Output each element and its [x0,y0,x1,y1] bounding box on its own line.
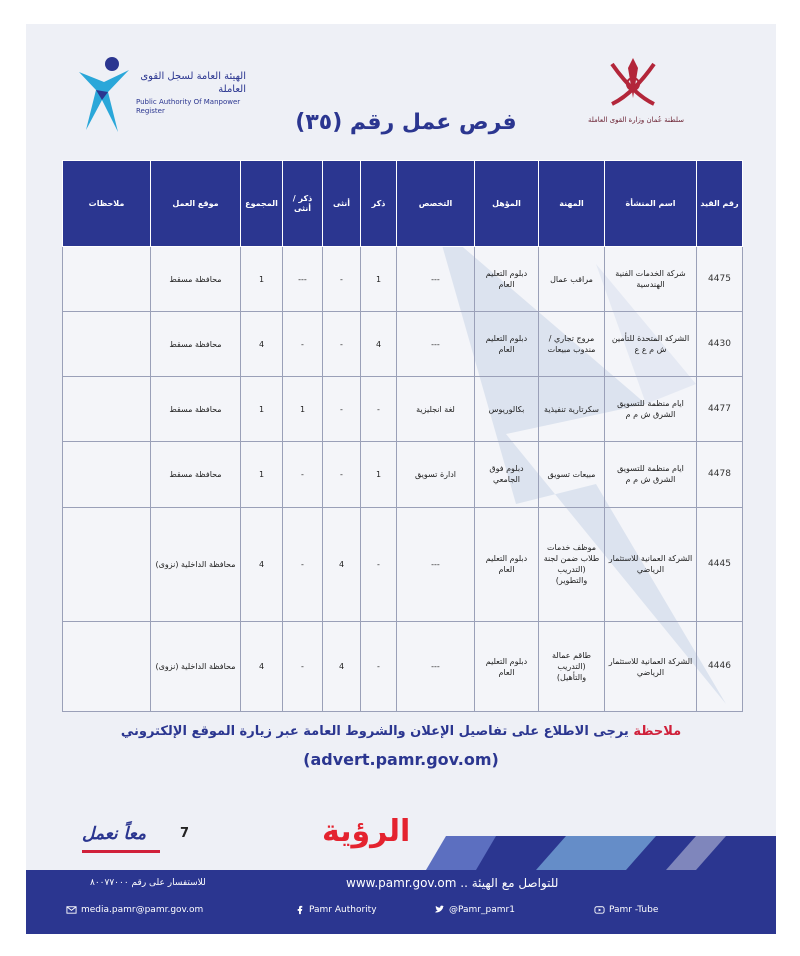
either-count: - [283,507,323,622]
total-count: 1 [241,377,283,442]
profession: مراقب عمال [539,247,605,312]
profession: طاقم عمالة (التدريب والتأهيل) [539,622,605,712]
notes [63,622,151,712]
work-location: محافظة الداخلية (نزوى) [151,507,241,622]
youtube-icon [594,904,605,915]
qualification: بكالوريوس [475,377,539,442]
either-count: - [283,442,323,507]
maan-logo: معاً نعمل [82,824,147,844]
contact-website[interactable]: للتواصل مع الهيئة .. www.pamr.gov.om [346,876,559,890]
work-location: محافظة مسقط [151,312,241,377]
footer-youtube[interactable] [594,904,658,915]
footer-twitter[interactable] [434,904,515,915]
header-cell: المهنة [539,161,605,247]
header-cell: ملاحظات [63,161,151,247]
header-cell: المجموع [241,161,283,247]
male-count: - [361,377,397,442]
table-row [63,377,743,442]
header-cell: موقع العمل [151,161,241,247]
company-name: ايام منظمة للتسويق الشرق ش م م [605,442,697,507]
advert-url-link[interactable]: (advert.pamr.gov.om) [303,750,499,769]
total-count: 1 [241,247,283,312]
total-count: 4 [241,622,283,712]
pamr-logo-icon [74,52,134,142]
either-count: --- [283,247,323,312]
ministry-name: سلطنة عُمان وزارة القوى العاملة [587,116,685,124]
specialization: --- [397,622,475,712]
footer-facebook[interactable] [294,904,377,915]
job-id: 4475 [697,247,743,312]
notes [63,507,151,622]
qualification: دبلوم فوق الجامعي [475,442,539,507]
table-row [63,442,743,507]
header-cell: التخصص [397,161,475,247]
header-cell: ذكر [361,161,397,247]
note-text: يرجى الاطلاع على تفاصيل الإعلان والشروط العامة عبر زيارة الموقع الإلكتروني [120,724,629,739]
header-cell: رقم القيد [697,161,743,247]
decorative-stripe [426,836,776,870]
female-count: - [323,442,361,507]
notes [63,377,151,442]
maan-underline [82,850,160,853]
facebook-icon [294,904,305,915]
job-advert-poster [26,24,776,934]
notes [63,247,151,312]
notes [63,312,151,377]
job-id: 4478 [697,442,743,507]
work-location: محافظة مسقط [151,247,241,312]
male-count: - [361,622,397,712]
table-row [63,622,743,712]
work-location: محافظة الداخلية (نزوى) [151,622,241,712]
profession: موظف خدمات طلاب ضمن لجنة (التدريب والتطوير) [539,507,605,622]
work-location: محافظة مسقط [151,377,241,442]
header-cell: أنثى [323,161,361,247]
female-count: - [323,247,361,312]
footer-email-text: media.pamr@pamr.gov.om [81,904,204,915]
footer-twitter-text: @Pamr_pamr1 [449,904,515,915]
footer-youtube-text: Pamr -Tube [609,904,659,915]
table-row [63,507,743,622]
footer-facebook-text: Pamr Authority [309,904,377,915]
twitter-icon [434,904,445,915]
qualification: دبلوم التعليم العام [475,507,539,622]
specialization: لغة انجليزية [397,377,475,442]
qualification: دبلوم التعليم العام [475,247,539,312]
table-header-row [63,161,743,247]
profession: مبيعات تسويق [539,442,605,507]
total-count: 4 [241,312,283,377]
note-line [66,724,736,739]
jobs-table [62,160,743,712]
oman-emblem-icon [606,54,660,110]
company-name: الشركة العمانية للاستثمار الرياضي [605,622,697,712]
specialization: ادارة تسويق [397,442,475,507]
job-id: 4446 [697,622,743,712]
pamr-name-english: Public Authority Of Manpower Register [136,98,241,115]
company-name: الشركة المتحدة للتأمين ش م ع ع [605,312,697,377]
qualification: دبلوم التعليم العام [475,622,539,712]
either-count: - [283,312,323,377]
female-count: 4 [323,622,361,712]
header-cell: المؤهل [475,161,539,247]
male-count: 4 [361,312,397,377]
company-name: شركة الخدمات الفنية الهندسية [605,247,697,312]
page-title: فرص عمل رقم (٣٥) [295,110,517,135]
profession: مروج تجاري / مندوب مبيعات [539,312,605,377]
female-count: - [323,377,361,442]
header-cell: ذكر / أنثى [283,161,323,247]
pamr-name-arabic: الهيئة العامة لسجل القوى العاملة [140,71,246,95]
female-count: 4 [323,507,361,622]
table-row [63,312,743,377]
job-id: 4445 [697,507,743,622]
note-label: ملاحظة [633,724,682,739]
male-count: 1 [361,247,397,312]
total-count: 1 [241,442,283,507]
total-count: 4 [241,507,283,622]
work-location: محافظة مسقط [151,442,241,507]
female-count: - [323,312,361,377]
inquiry-number: للاستفسار على رقم ٨٠٠٧٧٠٠٠ [90,878,206,888]
footer-bar [26,870,776,934]
profession: سكرتارية تنفيذية [539,377,605,442]
table-row [63,247,743,312]
job-id: 4477 [697,377,743,442]
specialization: --- [397,247,475,312]
qualification: دبلوم التعليم العام [475,312,539,377]
company-name: ايام منظمة للتسويق الشرق ش م م [605,377,697,442]
specialization: --- [397,312,475,377]
roya-logo: الرؤية [322,814,411,849]
male-count: 1 [361,442,397,507]
header-cell: اسم المنشأة [605,161,697,247]
specialization: --- [397,507,475,622]
either-count: - [283,622,323,712]
male-count: - [361,507,397,622]
mail-icon [66,904,77,915]
either-count: 1 [283,377,323,442]
page-number: 7 [180,826,190,841]
notes [63,442,151,507]
job-id: 4430 [697,312,743,377]
footer-email[interactable] [66,904,203,915]
company-name: الشركة العمانية للاستثمار الرياضي [605,507,697,622]
